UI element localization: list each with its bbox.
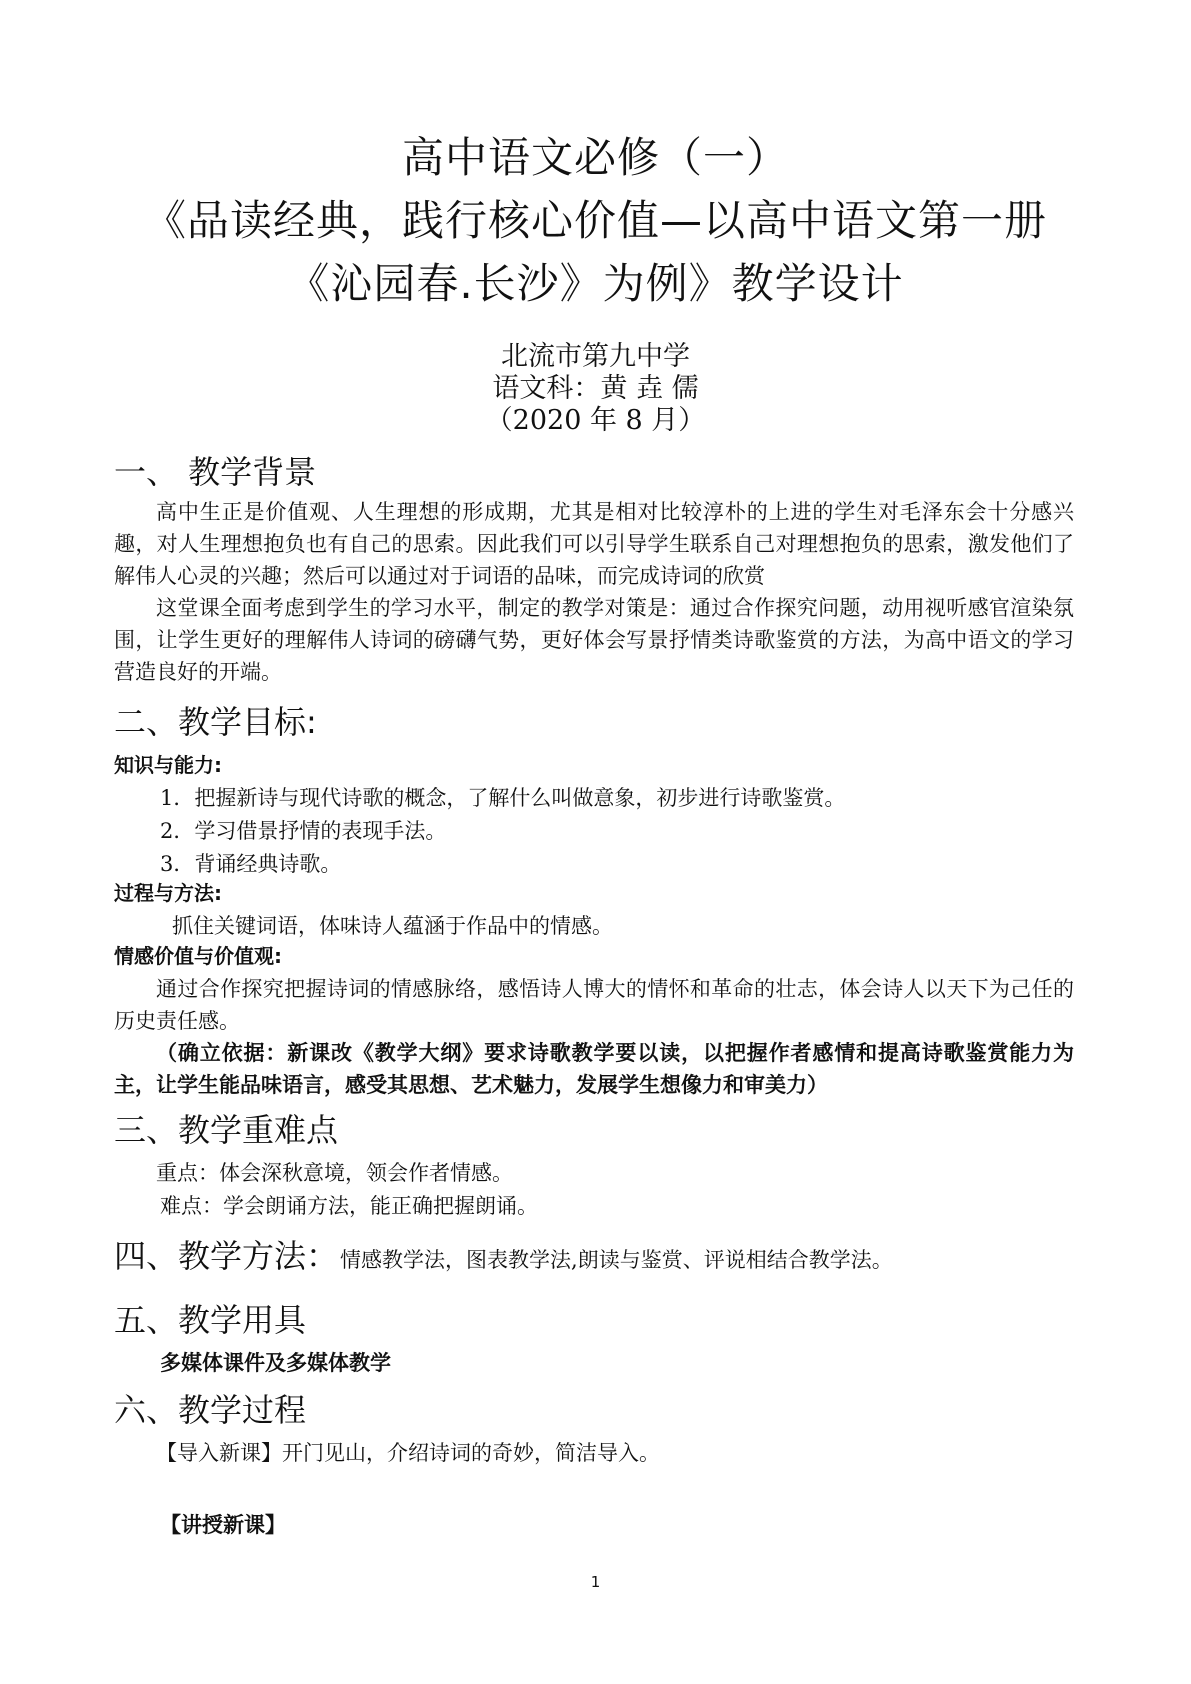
section-heading-process: 六、教学过程 [114, 1391, 307, 1429]
section-heading-background: 一、 教学背景 [114, 453, 317, 491]
knowledge-item-1: 1．把握新诗与现代诗歌的概念，了解什么叫做意象，初步进行诗歌鉴赏。 [160, 786, 846, 810]
title-line-2: 《品读经典，践行核心价值—以高中语文第一册 [143, 196, 1047, 245]
process-text: 抓住关键词语，体味诗人蕴涵于作品中的情感。 [172, 914, 613, 938]
intro-text: 【导入新课】开门见山，介绍诗词的奇妙，简洁导入。 [156, 1441, 660, 1465]
author-name: 语文科：黄 垚 儒 [492, 373, 699, 404]
background-paragraph-1: 高中生正是价值观、人生理想的形成期，尤其是相对比较淳朴的上进的学生对毛泽东会十分感兴趣，对人生理想抱负也有自己的思索。因此我们可以引导学生联系自己对理想抱负的思索，激发他们了解伟人心灵的兴趣；然后可以通过对于词语的品味，而完成诗词的欣赏 [114, 500, 1074, 588]
teach-label: 【讲授新课】 [160, 1512, 286, 1537]
background-paragraph-2: 这堂课全面考虑到学生的学习水平，制定的教学对策是：通过合作探究问题，动用视听感官渲染氛围，让学生更好的理解伟人诗词的磅礴气势，更好体会写景抒情类诗歌鉴赏的方法，为高中语文的学习营造良好的开端。 [114, 596, 1074, 684]
knowledge-item-2: 2．学习借景抒情的表现手法。 [160, 819, 447, 843]
document-date: （2020 年 8 月） [485, 405, 706, 436]
process-label: 过程与方法: [114, 881, 222, 905]
emotion-label: 情感价值与价值观: [114, 944, 282, 968]
methods-heading-label: 四、教学方法： [114, 1237, 339, 1275]
school-name: 北流市第九中学 [501, 341, 690, 372]
basis-text: （确立依据：新课改《教学大纲》要求诗歌教学要以读，以把握作者感情和提高诗歌鉴赏能力为主，让学生能品味语言，感受其思想、艺术魅力，发展学生想像力和审美力） [114, 1040, 1074, 1097]
difficult-point-text: 难点：学会朗诵方法，能正确把握朗诵。 [160, 1194, 538, 1218]
section-heading-tools: 五、教学用具 [114, 1301, 307, 1339]
methods-text: 情感教学法，图表教学法,朗读与鉴赏、评说相结合教学法。 [340, 1248, 893, 1272]
emotion-text: 通过合作探究把握诗词的情感脉络，感悟诗人博大的情怀和革命的壮志，体会诗人以天下为己任的历史责任感。 [114, 977, 1074, 1033]
section-heading-key-points: 三、教学重难点 [114, 1111, 339, 1149]
section-heading-methods [114, 1236, 893, 1280]
knowledge-item-3: 3．背诵经典诗歌。 [160, 852, 342, 876]
title-line-1: 高中语文必修（一） [401, 133, 789, 182]
key-point-text: 重点：体会深秋意境，领会作者情感。 [156, 1161, 513, 1185]
section-heading-objectives: 二、教学目标: [114, 703, 317, 741]
title-line-3: 《沁园春.长沙》为例》教学设计 [287, 259, 904, 308]
page-number: 1 [590, 1573, 601, 1591]
tools-text: 多媒体课件及多媒体教学 [160, 1350, 391, 1375]
knowledge-label: 知识与能力: [114, 753, 222, 777]
